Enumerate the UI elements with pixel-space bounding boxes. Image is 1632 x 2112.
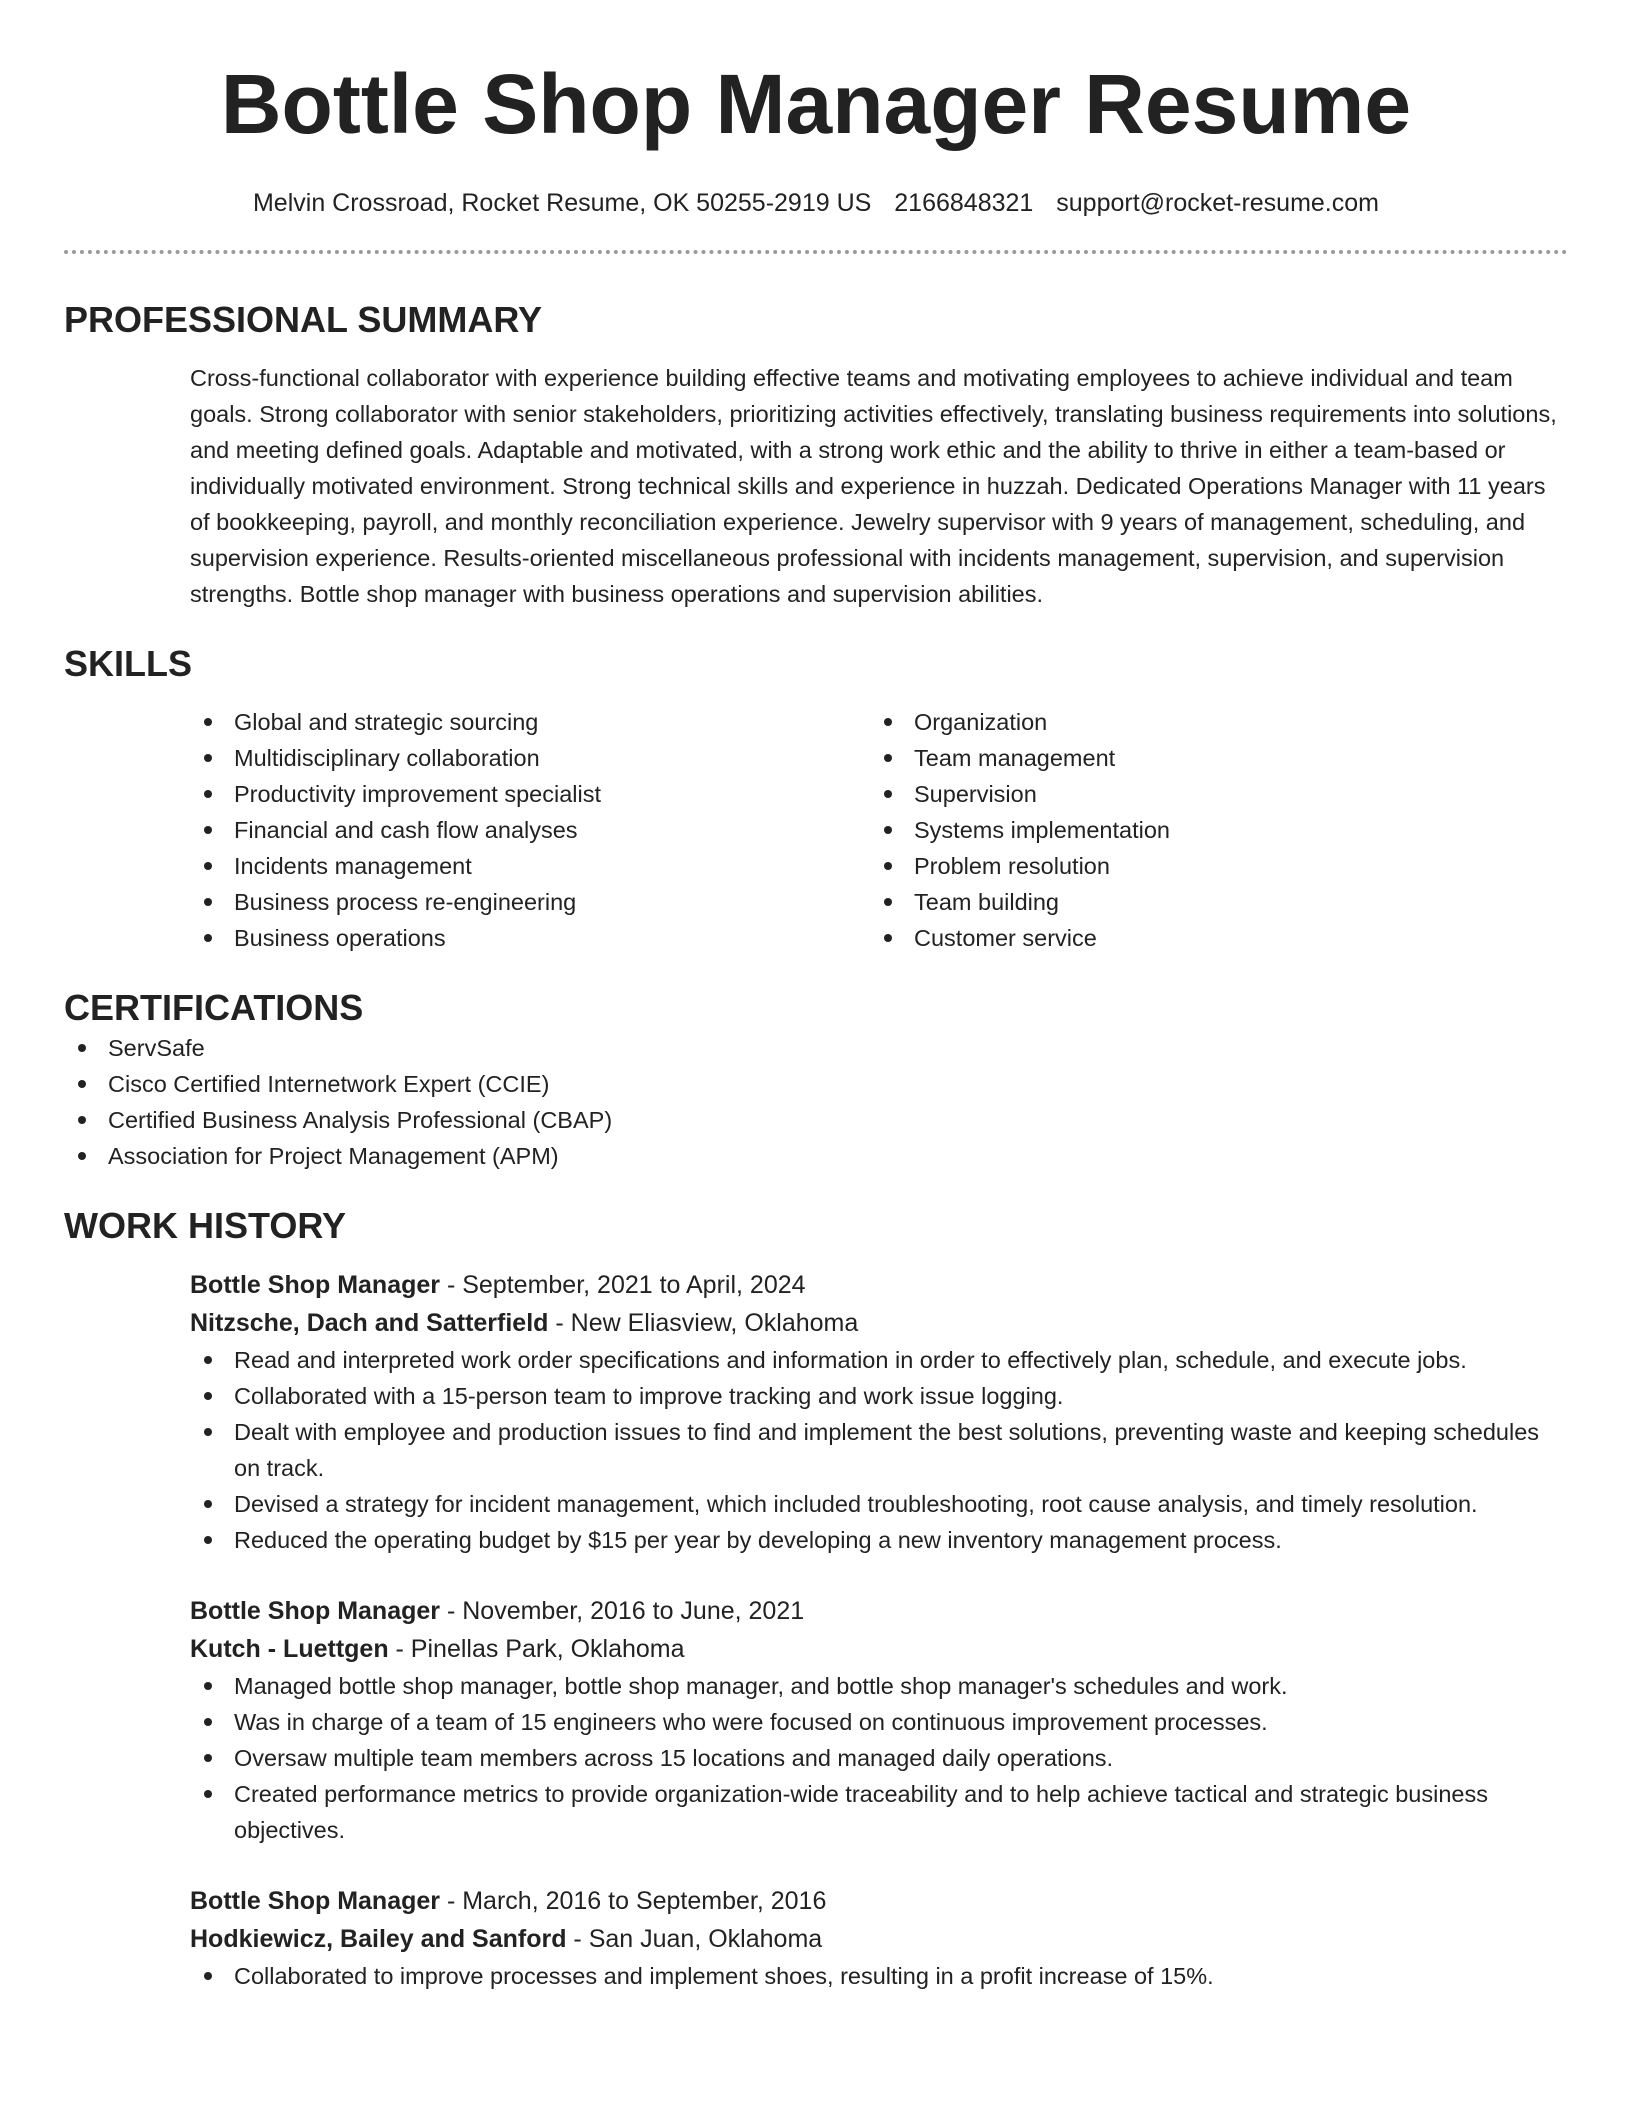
- bullet-dot: [204, 1972, 212, 1980]
- bullet-dot: [884, 718, 892, 726]
- skill-item: Team building: [870, 884, 1550, 920]
- bullet-dot: [884, 898, 892, 906]
- contact-address: Melvin Crossroad, Rocket Resume, OK 50255-2919 US: [252, 189, 872, 217]
- skill-item: Productivity improvement specialist: [190, 776, 870, 812]
- job-bullets: [190, 1958, 1568, 1994]
- skill-item: Problem resolution: [870, 848, 1550, 884]
- job-company: Kutch - Luettgen: [190, 1635, 389, 1663]
- summary-heading: PROFESSIONAL SUMMARY: [64, 299, 543, 340]
- skill-item: Incidents management: [190, 848, 870, 884]
- bullet-dot: [204, 1754, 212, 1762]
- bullet-dot: [204, 718, 212, 726]
- job-bullet: Dealt with employee and production issues to find and implement the best solutions, preventing waste and keeping schedules on track.: [190, 1414, 1568, 1486]
- summary-text: Cross-functional collaborator with experience building effective teams and motivating employees to achieve individual and team goals. Strong collaborator with senior stakeholders, prioritizing activities effectively, translating business requirements into solutions, and meeting defined goals. Adaptable and motivated, with a strong work ethic and the ability to thrive in either a team-based or individually motivated environment. Strong technical skills and experience in huzzah. Dedicated Operations Manager with 11 years of bookkeeping, payroll, and monthly reconciliation experience. Jewelry supervisor with 9 years of management, scheduling, and supervision experience. Results-oriented miscellaneous professional with incidents management, supervision, and supervision strengths. Bottle shop manager with business operations and supervision abilities.: [190, 365, 1557, 607]
- job-bullet: Devised a strategy for incident management, which included troubleshooting, root cause analysis, and timely resolution.: [190, 1486, 1568, 1522]
- job-entry: [190, 1882, 1568, 1994]
- bullet-dot: [204, 934, 212, 942]
- bullet-dot: [204, 1428, 212, 1436]
- job-location: - New Eliasview, Oklahoma: [548, 1309, 859, 1337]
- certification-item: Certified Business Analysis Professional (CBAP): [64, 1102, 1568, 1138]
- skill-item: Systems implementation: [870, 812, 1550, 848]
- skills-grid: [190, 704, 1568, 956]
- skill-item: Organization: [870, 704, 1550, 740]
- bullet-dot: [78, 1080, 86, 1088]
- bullet-dot: [204, 790, 212, 798]
- bullet-dot: [204, 862, 212, 870]
- contact-email: support@rocket-resume.com: [1056, 189, 1379, 217]
- job-bullets: [190, 1342, 1568, 1558]
- certifications-heading: CERTIFICATIONS: [64, 987, 364, 1028]
- bullet-dot: [884, 862, 892, 870]
- job-bullet: Read and interpreted work order specifications and information in order to effectively plan, schedule, and execute jobs.: [190, 1342, 1568, 1378]
- skills-list-right: [870, 704, 1550, 956]
- header-divider: [64, 250, 1568, 254]
- bullet-dot: [204, 1718, 212, 1726]
- job-role: Bottle Shop Manager: [190, 1271, 441, 1299]
- certifications-section: [64, 986, 1568, 1174]
- job-role: Bottle Shop Manager: [190, 1597, 441, 1625]
- bullet-dot: [204, 754, 212, 762]
- bullet-dot: [204, 1682, 212, 1690]
- bullet-dot: [78, 1044, 86, 1052]
- job-bullet: Oversaw multiple team members across 15 locations and managed daily operations.: [190, 1740, 1568, 1776]
- job-company: Nitzsche, Dach and Satterfield: [190, 1309, 549, 1337]
- skill-item: Customer service: [870, 920, 1550, 956]
- skills-section: [64, 642, 1568, 956]
- job-dates: - November, 2016 to June, 2021: [440, 1597, 805, 1625]
- skill-item: Supervision: [870, 776, 1550, 812]
- job-company-line: [190, 1920, 1568, 1958]
- bullet-dot: [884, 934, 892, 942]
- bullet-dot: [204, 898, 212, 906]
- certification-item: Cisco Certified Internetwork Expert (CCIE): [64, 1066, 1568, 1102]
- skill-item: Global and strategic sourcing: [190, 704, 870, 740]
- job-company: Hodkiewicz, Bailey and Sanford: [190, 1925, 567, 1953]
- job-bullet: Was in charge of a team of 15 engineers who were focused on continuous improvement processes.: [190, 1704, 1568, 1740]
- summary-section: [64, 298, 1568, 612]
- certifications-list: [64, 1030, 1568, 1174]
- job-entry: [190, 1266, 1568, 1558]
- bullet-dot: [78, 1152, 86, 1160]
- bullet-dot: [78, 1116, 86, 1124]
- job-bullets: [190, 1668, 1568, 1848]
- skills-column-left: [190, 704, 870, 956]
- certification-item: Association for Project Management (APM): [64, 1138, 1568, 1174]
- skill-item: Business process re-engineering: [190, 884, 870, 920]
- job-location: - Pinellas Park, Oklahoma: [388, 1635, 685, 1663]
- skills-column-right: [870, 704, 1550, 956]
- bullet-dot: [204, 1790, 212, 1798]
- skills-heading: SKILLS: [64, 643, 193, 684]
- job-role: Bottle Shop Manager: [190, 1887, 441, 1915]
- bullet-dot: [884, 790, 892, 798]
- job-bullet: Collaborated to improve processes and implement shoes, resulting in a profit increase of 15%.: [190, 1958, 1568, 1994]
- job-company-line: [190, 1630, 1568, 1668]
- job-title-line: [190, 1592, 1568, 1630]
- work-history-heading: WORK HISTORY: [64, 1205, 347, 1246]
- bullet-dot: [204, 1356, 212, 1364]
- resume-title: Bottle Shop Manager Resume: [220, 57, 1412, 151]
- skill-item: Financial and cash flow analyses: [190, 812, 870, 848]
- skill-item: Business operations: [190, 920, 870, 956]
- job-bullet: Created performance metrics to provide organization-wide traceability and to help achieve tactical and strategic business objectives.: [190, 1776, 1568, 1848]
- job-dates: - March, 2016 to September, 2016: [440, 1887, 827, 1915]
- certification-item: ServSafe: [64, 1030, 1568, 1066]
- bullet-dot: [884, 754, 892, 762]
- job-bullet: Managed bottle shop manager, bottle shop manager, and bottle shop manager's schedules and work.: [190, 1668, 1568, 1704]
- job-bullet: Collaborated with a 15-person team to improve tracking and work issue logging.: [190, 1378, 1568, 1414]
- skills-list-left: [190, 704, 870, 956]
- skill-item: Multidisciplinary collaboration: [190, 740, 870, 776]
- bullet-dot: [204, 1500, 212, 1508]
- job-dates: - September, 2021 to April, 2024: [440, 1271, 806, 1299]
- skill-item: Team management: [870, 740, 1550, 776]
- job-bullet: Reduced the operating budget by $15 per year by developing a new inventory management process.: [190, 1522, 1568, 1558]
- bullet-dot: [204, 1392, 212, 1400]
- work-history-section: [64, 1204, 1568, 1994]
- job-title-line: [190, 1266, 1568, 1304]
- job-location: - San Juan, Oklahoma: [566, 1925, 823, 1953]
- bullet-dot: [204, 1536, 212, 1544]
- contact-phone: 2166848321: [894, 189, 1034, 217]
- contact-line: [64, 188, 1568, 218]
- bullet-dot: [204, 826, 212, 834]
- job-entry: [190, 1592, 1568, 1848]
- job-title-line: [190, 1882, 1568, 1920]
- bullet-dot: [884, 826, 892, 834]
- job-company-line: [190, 1304, 1568, 1342]
